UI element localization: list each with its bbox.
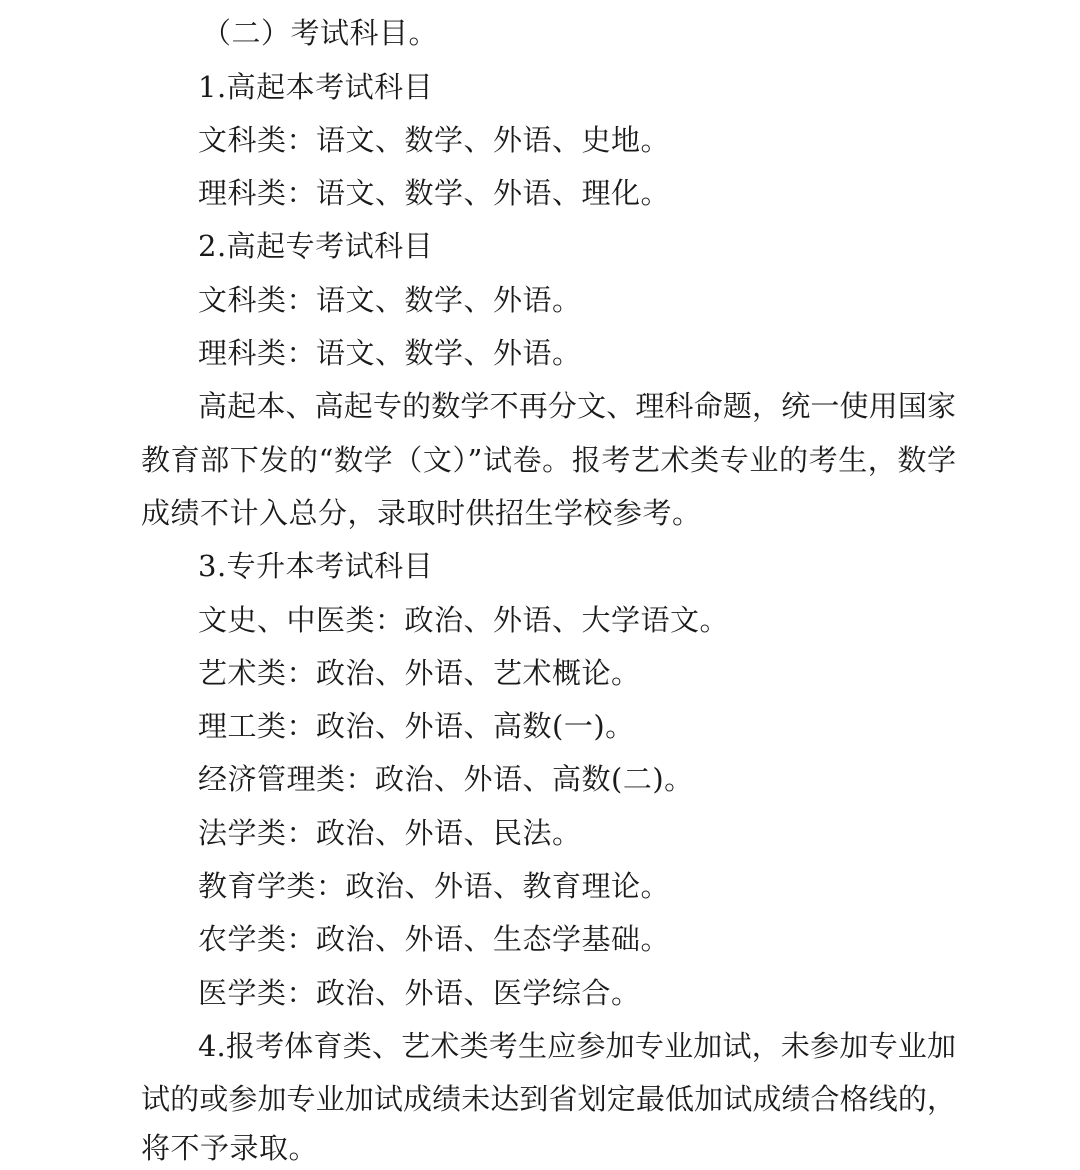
list-item: 理工类：政治、外语、高数(一)。: [198, 709, 635, 743]
list-item: 农学类：政治、外语、生态学基础。: [198, 922, 671, 956]
section-heading: （二）考试科目。: [202, 16, 439, 50]
paragraph-line: 将不予录取。: [141, 1131, 319, 1165]
list-item: 文科类：语文、数学、外语。: [198, 283, 582, 317]
paragraph-line: 教育部下发的“数学（文）”试卷。报考艺术类专业的考生，数学: [141, 443, 956, 477]
list-item: 教育学类：政治、外语、教育理论。: [198, 869, 671, 903]
paragraph-line: 高起本、高起专的数学不再分文、理科命题，统一使用国家: [198, 389, 956, 423]
list-item: 文科类：语文、数学、外语、史地。: [198, 123, 671, 157]
subsection-title-gaoqiben: 1.高起本考试科目: [198, 70, 434, 104]
list-item: 艺术类：政治、外语、艺术概论。: [198, 656, 641, 690]
paragraph-line: 试的或参加专业加试成绩未达到省划定最低加试成绩合格线的，: [141, 1082, 956, 1116]
paragraph-line: 4.报考体育类、艺术类考生应参加专业加试，未参加专业加: [198, 1029, 956, 1063]
list-item: 法学类：政治、外语、民法。: [198, 816, 582, 850]
list-item: 理科类：语文、数学、外语。: [198, 336, 582, 370]
subsection-title-zhuanshengben: 3.专升本考试科目: [198, 549, 434, 583]
list-item: 医学类：政治、外语、医学综合。: [198, 976, 641, 1010]
subsection-title-gaoqizhuan: 2.高起专考试科目: [198, 229, 434, 263]
list-item: 文史、中医类：政治、外语、大学语文。: [198, 603, 730, 637]
list-item: 经济管理类：政治、外语、高数(二)。: [198, 762, 694, 796]
list-item: 理科类：语文、数学、外语、理化。: [198, 176, 671, 210]
paragraph-line: 成绩不计入总分，录取时供招生学校参考。: [141, 496, 702, 530]
